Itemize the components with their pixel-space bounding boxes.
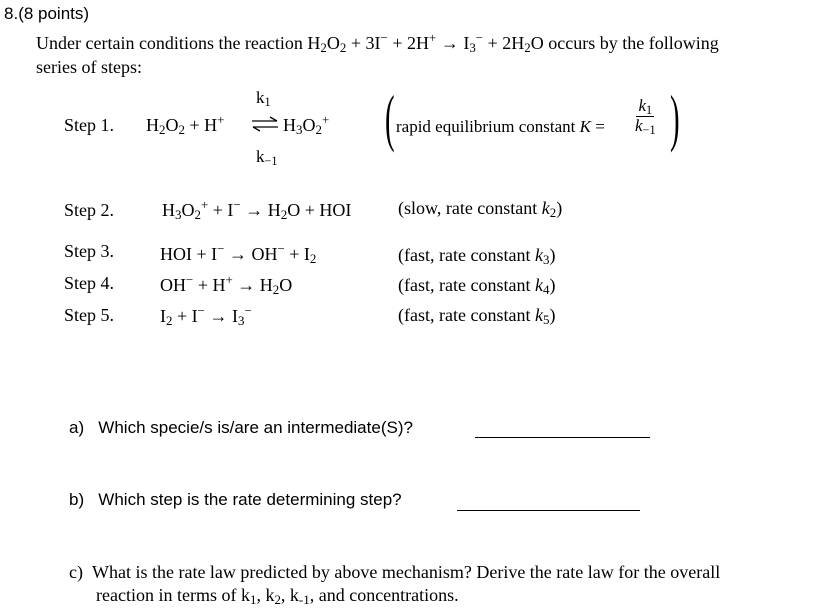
step-1-reactants: $H_2O_2 + H^+$ [146, 111, 225, 138]
answer-a-blank[interactable] [475, 437, 650, 438]
step-3-label: Step 3. [64, 241, 115, 261]
question-points: (8 points) [18, 4, 90, 23]
step-1-label: Step 1. [64, 115, 115, 135]
intro-line-1: Under certain conditions the reaction $H_2O_2 + 3I^- + 2H^+ \to I_3^- + 2H_2O$ occurs by the following [36, 29, 719, 56]
step-1-k-reverse: $k_{-1}$ [256, 147, 278, 169]
question-b: b) Which step is the rate determining step? [69, 490, 402, 509]
step-1-k-forward: $k_1$ [256, 88, 271, 110]
answer-b-blank[interactable] [457, 510, 640, 511]
step-1-note: rapid equilibrium constant K = [396, 117, 605, 136]
step-1-products: $H_3O_2^+$ [283, 111, 330, 138]
step-4-note: (fast, rate constant $k_4$) [398, 275, 556, 298]
left-paren: ( [385, 82, 395, 153]
step-4-equation: $OH^- + H^+ \to H_2O$ [160, 271, 293, 298]
step-2-note: (slow, rate constant $k_2$) [398, 198, 563, 221]
step-2-label: Step 2. [64, 200, 115, 220]
equilibrium-arrow-icon [250, 116, 280, 137]
right-paren: ) [670, 82, 680, 153]
step-5-note: (fast, rate constant $k_5$) [398, 305, 556, 328]
step-3-note: (fast, rate constant $k_3$) [398, 245, 556, 268]
step-4-label: Step 4. [64, 273, 115, 293]
step-3-equation: HOI + $I^- \to OH^- + I_2$ [160, 240, 317, 267]
question-c-line-2: reaction in terms of $k_1$, $k_2$, $k_{-1}$, and concentrations. [96, 585, 459, 608]
question-c-line-1: c) What is the rate law predicted by above mechanism? Derive the rate law for the overall [69, 562, 721, 582]
step-1-fraction: $\frac{k_1}{k_{-1}}$ [635, 96, 656, 137]
step-5-label: Step 5. [64, 305, 115, 325]
question-number: 8. [4, 4, 19, 23]
intro-line-2: series of steps: [36, 57, 142, 77]
step-2-equation: $H_3O_2^+ + I^- \to H_2O$ + HOI [162, 196, 352, 223]
question-header [4, 4, 89, 24]
question-a: a) Which specie/s is/are an intermediate(S)? [69, 418, 413, 437]
step-5-equation: $I_2 + I^- \to I_3^-$ [160, 302, 252, 329]
